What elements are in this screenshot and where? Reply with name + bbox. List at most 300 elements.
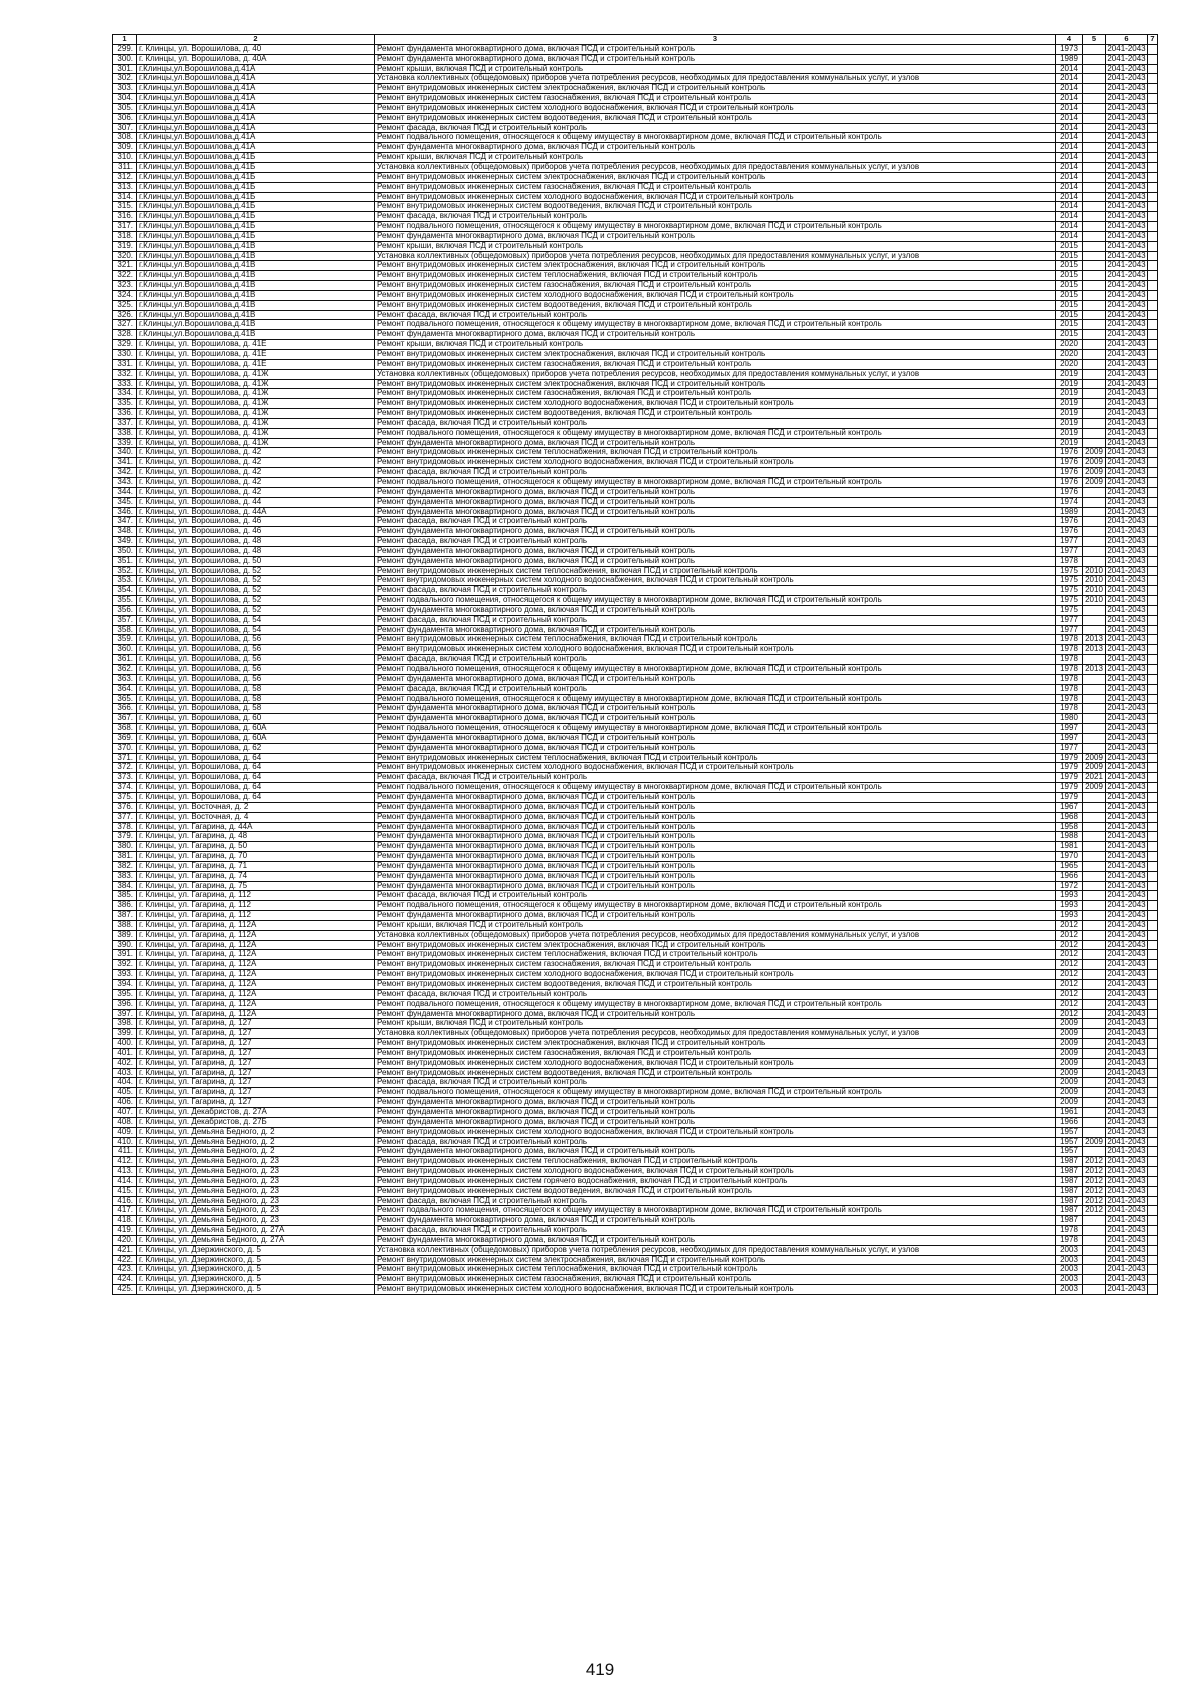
work-type-cell: Ремонт крыши, включая ПСД и строительный контроль	[375, 153, 1056, 163]
row-number: 410.	[113, 1137, 137, 1147]
row-number: 337.	[113, 418, 137, 428]
planned-period-cell: 2041-2043	[1107, 959, 1146, 969]
last-repair-year-cell	[1083, 615, 1106, 625]
table-row	[113, 694, 1158, 704]
planned-period-cell: 2041-2043	[1107, 251, 1146, 260]
table-row	[113, 300, 1158, 310]
year-built-cell: 1976	[1056, 477, 1083, 487]
row-number: 425.	[113, 1285, 137, 1295]
work-type-cell: Ремонт внутридомовых инженерных систем водоотведения, включая ПСД и строительный контроль	[375, 113, 1056, 123]
last-repair-year-cell	[1083, 960, 1106, 970]
planned-period-cell: 2041-2043	[1107, 575, 1146, 585]
table-row	[113, 792, 1158, 802]
row-number: 372.	[113, 763, 137, 773]
table-row	[113, 724, 1158, 734]
address-cell: г. Клинцы, ул. Гагарина, д. 127	[137, 1098, 375, 1108]
empty-cell	[1148, 192, 1158, 202]
planned-period-cell: 2041-2043	[1107, 841, 1146, 851]
row-number: 400.	[113, 1039, 137, 1049]
year-built-cell: 2020	[1056, 340, 1083, 350]
year-built-cell: 1976	[1056, 517, 1083, 527]
empty-cell	[1148, 409, 1158, 419]
planned-period-cell: 2041-2043	[1107, 507, 1146, 516]
planned-period-cell: 2041-2043	[1107, 723, 1146, 733]
year-built-cell: 2012	[1056, 940, 1083, 950]
planned-period-cell: 2041-2043	[1107, 979, 1146, 988]
year-built-cell: 1979	[1056, 783, 1083, 793]
work-type-cell: Ремонт внутридомовых инженерных систем водоотведения, включая ПСД и строительный контроль	[375, 980, 1056, 990]
repair-schedule-table	[112, 34, 1158, 1295]
last-repair-year-cell	[1083, 940, 1106, 950]
work-type-cell: Ремонт подвального помещения, относящегося к общему имуществу в многоквартирном доме, включая ПСД и строительный контроль	[375, 428, 1056, 438]
planned-period-cell: 2041-2043	[1107, 388, 1146, 398]
last-repair-year-cell	[1083, 172, 1106, 182]
last-repair-year-cell: 2021	[1083, 773, 1106, 783]
address-cell: г.Клинцы,ул.Ворошилова,д.41Б	[137, 172, 375, 182]
header-col-5: 5	[1083, 35, 1106, 45]
empty-cell	[1148, 832, 1158, 842]
year-built-cell: 2019	[1056, 389, 1083, 399]
address-cell: г. Клинцы, ул. Демьяна Бедного, д. 2	[137, 1137, 375, 1147]
year-built-cell: 2003	[1056, 1245, 1083, 1255]
planned-period-cell: 2041-2043	[1107, 349, 1146, 358]
year-built-cell: 1978	[1056, 645, 1083, 655]
planned-period-cell: 2041-2043	[1107, 949, 1146, 959]
empty-cell	[1148, 231, 1158, 241]
empty-cell	[1148, 497, 1158, 507]
last-repair-year-cell	[1083, 389, 1106, 399]
planned-period-cell: 2041-2043	[1107, 536, 1146, 546]
last-repair-year-cell	[1083, 369, 1106, 379]
table-row	[113, 802, 1158, 812]
year-built-cell: 2014	[1056, 94, 1083, 104]
work-type-cell: Ремонт фундамента многоквартирного дома, включая ПСД и строительный контроль	[375, 842, 1056, 852]
work-type-cell: Ремонт внутридомовых инженерных систем теплоснабжения, включая ПСД и строительный контроль	[375, 271, 1056, 281]
work-type-cell: Ремонт крыши, включая ПСД и строительный контроль	[375, 1019, 1056, 1029]
table-row	[113, 1088, 1158, 1098]
planned-period-cell: 2041-2043	[1107, 241, 1146, 250]
last-repair-year-cell: 2012	[1083, 1167, 1106, 1177]
row-number: 316.	[113, 212, 137, 222]
empty-cell	[1148, 1137, 1158, 1147]
work-type-cell: Ремонт внутридомовых инженерных систем теплоснабжения, включая ПСД и строительный контроль	[375, 753, 1056, 763]
empty-cell	[1148, 527, 1158, 537]
last-repair-year-cell	[1083, 655, 1106, 665]
empty-cell	[1148, 733, 1158, 743]
row-number: 367.	[113, 714, 137, 724]
work-type-cell: Ремонт фундамента многоквартирного дома, включая ПСД и строительный контроль	[375, 143, 1056, 153]
work-type-cell: Ремонт фундамента многоквартирного дома, включая ПСД и строительный контроль	[375, 497, 1056, 507]
address-cell: г. Клинцы, ул. Ворошилова, д. 52	[137, 596, 375, 606]
planned-period-cell: 2041-2043	[1107, 694, 1146, 703]
work-type-cell: Ремонт внутридомовых инженерных систем электроснабжения, включая ПСД и строительный контроль	[375, 172, 1056, 182]
work-type-cell: Ремонт фундамента многоквартирного дома, включая ПСД и строительный контроль	[375, 44, 1056, 54]
address-cell: г. Клинцы, ул. Ворошилова, д. 48	[137, 546, 375, 556]
empty-cell	[1148, 901, 1158, 911]
work-type-cell: Установка коллективных (общедомовых) приборов учета потребления ресурсов, необходимых для предоставления коммунальных услуг, и узлов	[375, 251, 1056, 261]
last-repair-year-cell	[1083, 418, 1106, 428]
empty-cell	[1148, 1265, 1158, 1275]
empty-cell	[1148, 674, 1158, 684]
last-repair-year-cell: 2013	[1083, 645, 1106, 655]
work-type-cell: Ремонт фундамента многоквартирного дома, включая ПСД и строительный контроль	[375, 546, 1056, 556]
table-row	[113, 1206, 1158, 1216]
address-cell: г. Клинцы, ул. Дзержинского, д. 5	[137, 1255, 375, 1265]
row-number: 339.	[113, 438, 137, 448]
last-repair-year-cell: 2010	[1083, 566, 1106, 576]
empty-cell	[1148, 133, 1158, 143]
address-cell: г. Клинцы, ул. Гагарина, д. 127	[137, 1088, 375, 1098]
year-built-cell: 2003	[1056, 1265, 1083, 1275]
empty-cell	[1148, 635, 1158, 645]
address-cell: г.Клинцы,ул.Ворошилова,д.41В	[137, 241, 375, 251]
last-repair-year-cell	[1083, 792, 1106, 802]
empty-cell	[1148, 1206, 1158, 1216]
address-cell: г. Клинцы, ул. Гагарина, д. 112А	[137, 960, 375, 970]
work-type-cell: Ремонт внутридомовых инженерных систем электроснабжения, включая ПСД и строительный контроль	[375, 1039, 1056, 1049]
row-number: 319.	[113, 241, 137, 251]
last-repair-year-cell	[1083, 1255, 1106, 1265]
row-number: 334.	[113, 389, 137, 399]
row-number: 348.	[113, 527, 137, 537]
table-row	[113, 212, 1158, 222]
planned-period-cell: 2041-2043	[1107, 1215, 1146, 1225]
planned-period-cell: 2041-2043	[1107, 398, 1146, 408]
header-col-4: 4	[1056, 35, 1083, 45]
row-number: 382.	[113, 861, 137, 871]
work-type-cell: Ремонт внутридомовых инженерных систем газоснабжения, включая ПСД и строительный контроль	[375, 182, 1056, 192]
table-row	[113, 162, 1158, 172]
work-type-cell: Ремонт крыши, включая ПСД и строительный контроль	[375, 340, 1056, 350]
work-type-cell: Ремонт подвального помещения, относящегося к общему имуществу в многоквартирном доме, включая ПСД и строительный контроль	[375, 665, 1056, 675]
planned-period-cell: 2041-2043	[1107, 999, 1146, 1008]
address-cell: г. Клинцы, ул. Демьяна Бедного, д. 23	[137, 1216, 375, 1226]
work-type-cell: Ремонт внутридомовых инженерных систем теплоснабжения, включая ПСД и строительный контроль	[375, 635, 1056, 645]
row-number: 413.	[113, 1167, 137, 1177]
planned-period-cell: 2041-2043	[1107, 1137, 1146, 1146]
work-type-cell: Ремонт фундамента многоквартирного дома, включая ПСД и строительный контроль	[375, 792, 1056, 802]
row-number: 421.	[113, 1245, 137, 1255]
row-number: 357.	[113, 615, 137, 625]
last-repair-year-cell	[1083, 54, 1106, 64]
address-cell: г. Клинцы, ул. Гагарина, д. 112А	[137, 970, 375, 980]
year-built-cell: 1987	[1056, 1176, 1083, 1186]
planned-period-cell: 2041-2043	[1107, 379, 1146, 388]
planned-period-cell: 2041-2043	[1107, 162, 1146, 171]
last-repair-year-cell	[1083, 310, 1106, 320]
last-repair-year-cell	[1083, 340, 1106, 350]
row-number: 371.	[113, 753, 137, 763]
address-cell: г. Клинцы, ул. Ворошилова, д. 42	[137, 448, 375, 458]
address-cell: г. Клинцы, ул. Демьяна Бедного, д. 23	[137, 1196, 375, 1206]
planned-period-cell: 2041-2043	[1107, 329, 1146, 339]
planned-period-cell: 2041-2043	[1107, 812, 1146, 821]
last-repair-year-cell	[1083, 1127, 1106, 1137]
empty-cell	[1148, 399, 1158, 409]
last-repair-year-cell	[1083, 1285, 1106, 1295]
empty-cell	[1148, 605, 1158, 615]
row-number: 366.	[113, 704, 137, 714]
table-row	[113, 182, 1158, 192]
empty-cell	[1148, 556, 1158, 566]
row-number: 351.	[113, 556, 137, 566]
table-row	[113, 103, 1158, 113]
table-row	[113, 507, 1158, 517]
row-number: 401.	[113, 1048, 137, 1058]
last-repair-year-cell	[1083, 497, 1106, 507]
year-built-cell: 2014	[1056, 113, 1083, 123]
empty-cell	[1148, 1098, 1158, 1108]
empty-cell	[1148, 153, 1158, 163]
last-repair-year-cell	[1083, 999, 1106, 1009]
year-built-cell: 1972	[1056, 881, 1083, 891]
planned-period-cell: 2041-2043	[1107, 1028, 1146, 1038]
row-number: 403.	[113, 1068, 137, 1078]
last-repair-year-cell	[1083, 674, 1106, 684]
empty-cell	[1148, 1245, 1158, 1255]
row-number: 386.	[113, 901, 137, 911]
table-row	[113, 960, 1158, 970]
address-cell: г.Клинцы,ул.Ворошилова,д.41Б	[137, 202, 375, 212]
work-type-cell: Ремонт внутридомовых инженерных систем газоснабжения, включая ПСД и строительный контроль	[375, 359, 1056, 369]
year-built-cell: 2014	[1056, 162, 1083, 172]
empty-cell	[1148, 369, 1158, 379]
address-cell: г.Клинцы,ул.Ворошилова,д.41В	[137, 261, 375, 271]
year-built-cell: 1978	[1056, 655, 1083, 665]
planned-period-cell: 2041-2043	[1107, 782, 1146, 792]
row-number: 306.	[113, 113, 137, 123]
address-cell: г. Клинцы, ул. Демьяна Бедного, д. 23	[137, 1206, 375, 1216]
row-number: 329.	[113, 340, 137, 350]
row-number: 376.	[113, 802, 137, 812]
planned-period-cell: 2041-2043	[1107, 1235, 1146, 1244]
last-repair-year-cell: 2009	[1083, 468, 1106, 478]
address-cell: г.Клинцы,ул.Ворошилова,д.41Б	[137, 212, 375, 222]
last-repair-year-cell	[1083, 684, 1106, 694]
year-built-cell: 1958	[1056, 822, 1083, 832]
row-number: 411.	[113, 1147, 137, 1157]
last-repair-year-cell	[1083, 113, 1106, 123]
table-row	[113, 999, 1158, 1009]
empty-cell	[1148, 202, 1158, 212]
empty-cell	[1148, 1117, 1158, 1127]
table-row	[113, 635, 1158, 645]
planned-period-cell: 2041-2043	[1107, 634, 1146, 644]
last-repair-year-cell	[1083, 330, 1106, 340]
planned-period-cell: 2041-2043	[1107, 625, 1146, 634]
empty-cell	[1148, 458, 1158, 468]
year-built-cell: 1979	[1056, 792, 1083, 802]
row-number: 360.	[113, 645, 137, 655]
table-row	[113, 615, 1158, 625]
planned-period-cell: 2041-2043	[1107, 457, 1146, 467]
work-type-cell: Ремонт фасада, включая ПСД и строительный контроль	[375, 517, 1056, 527]
year-built-cell: 2019	[1056, 438, 1083, 448]
work-type-cell: Ремонт фундамента многоквартирного дома, включая ПСД и строительный контроль	[375, 714, 1056, 724]
row-number: 377.	[113, 812, 137, 822]
work-type-cell: Ремонт внутридомовых инженерных систем электроснабжения, включая ПСД и строительный контроль	[375, 1255, 1056, 1265]
empty-cell	[1148, 379, 1158, 389]
planned-period-cell: 2041-2043	[1107, 802, 1146, 811]
planned-period-cell: 2041-2043	[1107, 1264, 1146, 1274]
work-type-cell: Ремонт внутридомовых инженерных систем водоотведения, включая ПСД и строительный контроль	[375, 300, 1056, 310]
planned-period-cell: 2041-2043	[1107, 930, 1146, 939]
year-built-cell: 2014	[1056, 231, 1083, 241]
work-type-cell: Ремонт внутридомовых инженерных систем водоотведения, включая ПСД и строительный контроль	[375, 1068, 1056, 1078]
work-type-cell: Ремонт фундамента многоквартирного дома, включая ПСД и строительный контроль	[375, 1216, 1056, 1226]
work-type-cell: Ремонт внутридомовых инженерных систем электроснабжения, включая ПСД и строительный контроль	[375, 379, 1056, 389]
row-number: 381.	[113, 852, 137, 862]
planned-period-cell: 2041-2043	[1107, 64, 1146, 73]
planned-period-cell: 2041-2043	[1107, 989, 1146, 998]
address-cell: г. Клинцы, ул. Ворошилова, д. 41Ж	[137, 379, 375, 389]
work-type-cell: Ремонт внутридомовых инженерных систем холодного водоснабжения, включая ПСД и строительный контроль	[375, 763, 1056, 773]
empty-cell	[1148, 537, 1158, 547]
planned-period-cell: 2041-2043	[1107, 910, 1146, 920]
row-number: 336.	[113, 409, 137, 419]
row-number: 405.	[113, 1088, 137, 1098]
planned-period-cell: 2041-2043	[1107, 595, 1146, 605]
row-number: 304.	[113, 94, 137, 104]
table-row	[113, 409, 1158, 419]
year-built-cell: 2009	[1056, 1019, 1083, 1029]
planned-period-cell: 2041-2043	[1107, 1186, 1146, 1195]
work-type-cell: Ремонт фасада, включая ПСД и строительный контроль	[375, 468, 1056, 478]
planned-period-cell: 2041-2043	[1107, 73, 1146, 83]
table-row	[113, 202, 1158, 212]
table-row	[113, 852, 1158, 862]
row-number: 396.	[113, 999, 137, 1009]
work-type-cell: Ремонт фасада, включая ПСД и строительный контроль	[375, 989, 1056, 999]
last-repair-year-cell	[1083, 231, 1106, 241]
table-row	[113, 222, 1158, 232]
last-repair-year-cell	[1083, 300, 1106, 310]
row-number: 365.	[113, 694, 137, 704]
last-repair-year-cell	[1083, 852, 1106, 862]
planned-period-cell: 2041-2043	[1107, 497, 1146, 506]
year-built-cell: 2015	[1056, 251, 1083, 261]
work-type-cell: Ремонт внутридомовых инженерных систем холодного водоснабжения, включая ПСД и строительный контроль	[375, 399, 1056, 409]
work-type-cell: Ремонт внутридомовых инженерных систем газоснабжения, включая ПСД и строительный контроль	[375, 1048, 1056, 1058]
planned-period-cell: 2041-2043	[1107, 1117, 1146, 1126]
table-row	[113, 1167, 1158, 1177]
row-number: 350.	[113, 546, 137, 556]
planned-period-cell: 2041-2043	[1107, 1058, 1146, 1067]
empty-cell	[1148, 182, 1158, 192]
row-number: 395.	[113, 989, 137, 999]
address-cell: г. Клинцы, ул. Ворошилова, д. 41Ж	[137, 438, 375, 448]
year-built-cell: 1961	[1056, 1107, 1083, 1117]
planned-period-cell: 2041-2043	[1107, 447, 1146, 457]
planned-period-cell: 2041-2043	[1107, 1245, 1146, 1254]
work-type-cell: Ремонт внутридомовых инженерных систем теплоснабжения, включая ПСД и строительный контроль	[375, 1157, 1056, 1167]
header-col-3: 3	[375, 35, 1056, 45]
year-built-cell: 2015	[1056, 290, 1083, 300]
row-number: 312.	[113, 172, 137, 182]
year-built-cell: 2012	[1056, 950, 1083, 960]
table-row	[113, 1078, 1158, 1088]
address-cell: г. Клинцы, ул. Ворошилова, д. 52	[137, 576, 375, 586]
address-cell: г. Клинцы, ул. Ворошилова, д. 58	[137, 694, 375, 704]
last-repair-year-cell	[1083, 1039, 1106, 1049]
planned-period-cell: 2041-2043	[1107, 172, 1146, 181]
empty-cell	[1148, 999, 1158, 1009]
row-number: 354.	[113, 586, 137, 596]
work-type-cell: Ремонт фасада, включая ПСД и строительный контроль	[375, 586, 1056, 596]
planned-period-cell: 2041-2043	[1107, 408, 1146, 418]
table-row	[113, 684, 1158, 694]
year-built-cell: 2015	[1056, 271, 1083, 281]
work-type-cell: Ремонт фасада, включая ПСД и строительный контроль	[375, 615, 1056, 625]
work-type-cell: Ремонт фундамента многоквартирного дома, включая ПСД и строительный контроль	[375, 1009, 1056, 1019]
address-cell: г.Клинцы,ул.Ворошилова,д.41А	[137, 74, 375, 84]
work-type-cell: Ремонт фасада, включая ПСД и строительный контроль	[375, 655, 1056, 665]
address-cell: г. Клинцы, ул. Ворошилова, д. 64	[137, 773, 375, 783]
row-number: 416.	[113, 1196, 137, 1206]
empty-cell	[1148, 468, 1158, 478]
planned-period-cell: 2041-2043	[1107, 182, 1146, 191]
planned-period-cell: 2041-2043	[1107, 1097, 1146, 1107]
row-number: 326.	[113, 310, 137, 320]
address-cell: г.Клинцы,ул.Ворошилова,д.41А	[137, 94, 375, 104]
empty-cell	[1148, 586, 1158, 596]
last-repair-year-cell	[1083, 724, 1106, 734]
address-cell: г. Клинцы, ул. Гагарина, д. 112А	[137, 940, 375, 950]
table-row	[113, 1176, 1158, 1186]
year-built-cell: 1987	[1056, 1216, 1083, 1226]
row-number: 353.	[113, 576, 137, 586]
address-cell: г. Клинцы, ул. Ворошилова, д. 64	[137, 753, 375, 763]
year-built-cell: 2014	[1056, 123, 1083, 133]
planned-period-cell: 2041-2043	[1107, 1009, 1146, 1018]
table-row	[113, 556, 1158, 566]
year-built-cell: 1966	[1056, 871, 1083, 881]
address-cell: г. Клинцы, ул. Гагарина, д. 50	[137, 842, 375, 852]
planned-period-cell: 2041-2043	[1107, 920, 1146, 929]
planned-period-cell: 2041-2043	[1107, 438, 1146, 447]
address-cell: г.Клинцы,ул.Ворошилова,д.41А	[137, 64, 375, 74]
year-built-cell: 2009	[1056, 1029, 1083, 1039]
empty-cell	[1148, 881, 1158, 891]
year-built-cell: 2020	[1056, 350, 1083, 360]
work-type-cell: Ремонт внутридомовых инженерных систем холодного водоснабжения, включая ПСД и строительный контроль	[375, 1167, 1056, 1177]
table-row	[113, 94, 1158, 104]
empty-cell	[1148, 1107, 1158, 1117]
address-cell: г. Клинцы, ул. Ворошилова, д. 41Ж	[137, 369, 375, 379]
row-number: 392.	[113, 960, 137, 970]
planned-period-cell: 2041-2043	[1107, 1038, 1146, 1048]
year-built-cell: 1993	[1056, 911, 1083, 921]
row-number: 309.	[113, 143, 137, 153]
planned-period-cell: 2041-2043	[1107, 615, 1146, 624]
year-built-cell: 1974	[1056, 497, 1083, 507]
row-number: 340.	[113, 448, 137, 458]
work-type-cell: Ремонт фундамента многоквартирного дома, включая ПСД и строительный контроль	[375, 733, 1056, 743]
work-type-cell: Ремонт подвального помещения, относящегося к общему имуществу в многоквартирном доме, включая ПСД и строительный контроль	[375, 1088, 1056, 1098]
table-row	[113, 940, 1158, 950]
last-repair-year-cell	[1083, 930, 1106, 940]
empty-cell	[1148, 438, 1158, 448]
last-repair-year-cell	[1083, 980, 1106, 990]
address-cell: г.Клинцы,ул.Ворошилова,д.41А	[137, 143, 375, 153]
year-built-cell: 1979	[1056, 773, 1083, 783]
work-type-cell: Ремонт фундамента многоквартирного дома, включая ПСД и строительный контроль	[375, 1098, 1056, 1108]
last-repair-year-cell	[1083, 714, 1106, 724]
last-repair-year-cell	[1083, 438, 1106, 448]
row-number: 397.	[113, 1009, 137, 1019]
table-row	[113, 861, 1158, 871]
year-built-cell: 1970	[1056, 852, 1083, 862]
